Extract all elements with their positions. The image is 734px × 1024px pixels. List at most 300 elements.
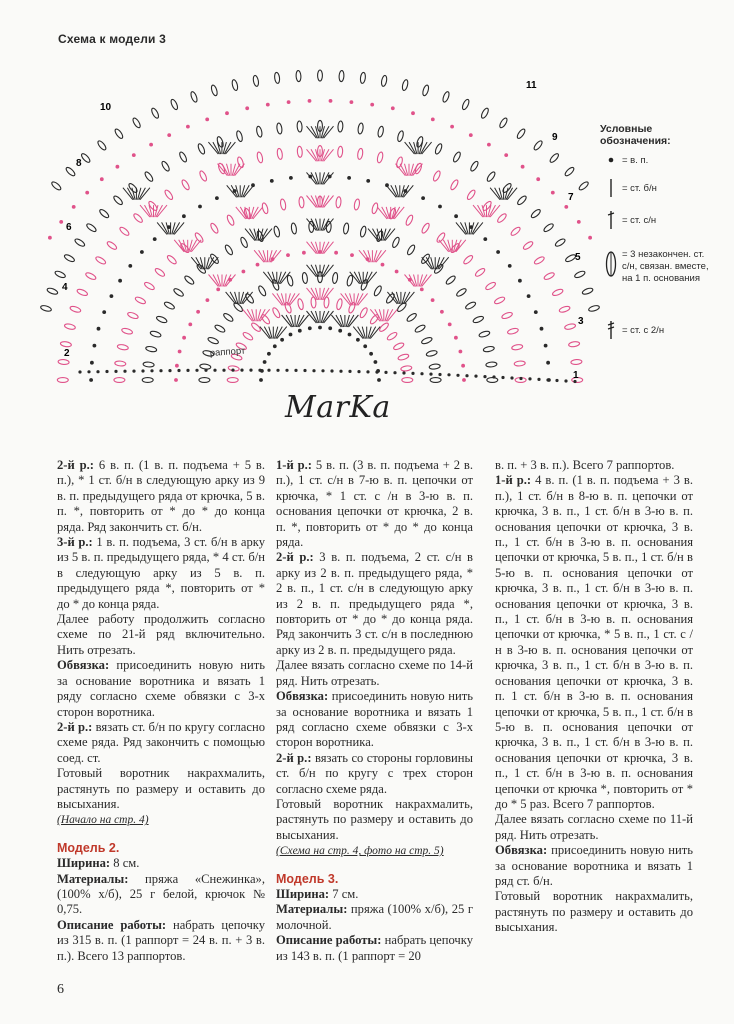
chain-stitch-mark <box>59 220 63 224</box>
cluster-stitch-mark <box>406 244 416 256</box>
row-label: 2-й р.: <box>57 458 95 472</box>
chain-stitch-mark <box>287 100 291 104</box>
cluster-stitch-mark <box>85 271 97 280</box>
text-column-3 <box>495 458 693 936</box>
chain-stitch-mark <box>450 125 454 129</box>
foundation-chain-mark <box>204 369 207 372</box>
cluster-stitch-mark <box>214 324 226 334</box>
chain-stitch-mark <box>431 298 435 302</box>
cluster-stitch-mark <box>336 197 342 208</box>
chain-stitch-mark <box>174 378 178 382</box>
cluster-stitch-mark <box>429 364 441 370</box>
cluster-stitch-mark <box>571 359 582 365</box>
cluster-stitch-mark <box>533 140 544 152</box>
chain-stitch-mark <box>266 103 270 107</box>
cluster-stitch-mark <box>257 285 267 297</box>
cluster-stitch-mark <box>543 271 555 280</box>
cluster-stitch-mark <box>237 156 245 168</box>
chain-stitch-mark <box>206 298 210 302</box>
cluster-stitch-mark <box>227 378 238 383</box>
chain-stitch-mark <box>89 378 93 382</box>
chain-stitch-mark <box>188 323 192 327</box>
paragraph-text: Готовый воротник накрахмалить, растянуть по размеру и оставить до высыхания. <box>276 796 473 842</box>
cluster-stitch-mark <box>452 151 461 163</box>
cluster-stitch-mark <box>549 152 560 163</box>
chain-stitch-mark <box>411 111 415 115</box>
cluster-stitch-mark <box>373 285 383 297</box>
chain-stitch-mark <box>564 205 568 209</box>
row-number: 4 <box>62 282 68 293</box>
chain-stitch-mark <box>140 250 144 254</box>
cluster-stitch-mark <box>142 378 153 383</box>
cluster-stitch-mark <box>466 189 476 201</box>
cluster-stitch-mark <box>51 181 63 192</box>
legend-item-treble <box>600 319 710 341</box>
cluster-stitch-mark <box>469 160 479 172</box>
cluster-stitch-mark <box>197 143 206 155</box>
row-number: 8 <box>76 158 82 169</box>
chain-stitch-mark <box>431 118 435 122</box>
cluster-stitch-mark <box>574 270 586 279</box>
cluster-stitch-mark <box>516 128 526 140</box>
foundation-chain-mark <box>492 375 495 378</box>
foundation-chain-mark <box>87 370 90 373</box>
chain-stitch-mark <box>289 333 293 337</box>
foundation-chain-mark <box>159 369 162 372</box>
foundation-chain-mark <box>150 369 153 372</box>
cluster-stitch-mark <box>74 238 86 248</box>
cluster-stitch-mark <box>359 226 366 238</box>
cluster-stitch-mark <box>478 330 490 338</box>
cluster-stitch-mark <box>121 327 133 335</box>
chain-stitch-mark <box>356 338 360 342</box>
cluster-stitch-mark <box>568 341 580 347</box>
cluster-stitch-mark <box>271 307 281 319</box>
cluster-stitch-mark <box>236 130 244 142</box>
cluster-stitch-mark <box>516 195 527 206</box>
foundation-chain-mark <box>222 369 225 372</box>
cluster-stitch-mark <box>240 236 249 248</box>
chain-stitch-mark <box>273 344 277 348</box>
chain-stitch-mark <box>328 326 332 330</box>
cluster-stitch-mark <box>117 344 129 351</box>
cluster-stitch-mark <box>564 323 576 330</box>
cluster-stitch-mark <box>354 199 361 211</box>
foundation-chain-mark <box>357 370 360 373</box>
cluster-stitch-mark <box>421 336 433 345</box>
field-value: набрать цепочку из 143 в. п. (1 раппорт = 20 <box>276 933 474 963</box>
row-number: 5 <box>575 252 581 263</box>
chain-stitch-mark <box>420 288 424 292</box>
chain-stitch-mark <box>128 264 132 268</box>
foundation-chain-mark <box>186 369 189 372</box>
foundation-chain-mark <box>294 369 297 372</box>
paragraph-text: Далее вязать согласно схеме по 11-й ряд. Нить отрезать. <box>495 812 693 842</box>
chain-stitch-mark <box>329 99 333 103</box>
legend-text: = ст. с 2/н <box>622 325 665 336</box>
cluster-stitch-mark <box>253 75 260 87</box>
chain-stitch-mark <box>167 133 171 137</box>
chain-stitch-mark <box>242 270 246 274</box>
chain-stitch-mark <box>540 327 544 331</box>
chain-stitch-mark <box>97 327 101 331</box>
cluster-stitch-mark <box>163 301 175 311</box>
field-value: пряжа «Снежинка», (100% х/б), 25 г белой, крючок № 0,75. <box>57 871 265 917</box>
foundation-chain-mark <box>123 370 126 373</box>
cluster-stitch-mark <box>486 171 496 183</box>
legend-item-cluster <box>600 249 710 285</box>
cluster-stitch-mark <box>463 254 474 265</box>
cluster-stitch-mark <box>357 148 363 160</box>
foundation-chain-mark <box>528 377 531 380</box>
row-number: 9 <box>552 132 558 143</box>
row-label: 1-й р.: <box>495 473 532 488</box>
chain-stitch-mark <box>338 329 342 333</box>
foundation-chain-mark <box>141 369 144 372</box>
cluster-stitch-mark <box>222 312 234 323</box>
row-number: 1 <box>573 370 579 381</box>
row-label: 2-й р.: <box>276 550 314 565</box>
text-column-2 <box>276 458 473 964</box>
paragraph-text: 4 в. п. (1 в. п. подъема + 3 в. п.), 1 ст. б/н в 8-ю в. п. цепочки от крючка, 3 в. п., 1 ст. б/н в 3-ю в. п. основания цепочки от крючка, 3 в. п., 1 ст. б/н в 3-ю в. п. основания цепочки от крючка, 5 в. п., 1 ст. б/н в 5-ю в. п. основания цепочки от крючка, 3 в. п., 1 ст. б/н в 3-ю в. п. основания цепочки от крючка, 3 в. п., 1 ст. б/н в 3-ю в. п. основания цепочки от крючка, * 5 в. п., 1 ст. с /н в 3-ю в. п. основания цепочки от крючка, 3 в. п., 1 ст. б/н в 3-ю в. п. основания цепочки от крючка, 3 в. п. 1 ст. б/н в 3-ю в. п. основания цепочки от крючка, 5 в. п., 1 ст. б/н в 5-ю в. п. основания цепочки от крючка, 3 в. п., 1 ст. б/н в 3-ю в. п. основания цепочки от крючка, 3 в. п., 1 ст. б/н в 3-ю в. п. основания цепочки от крючка *, повторить от * до * 5 раз. Всего 7 раппортов. <box>495 473 693 811</box>
foundation-chain-mark <box>330 369 333 372</box>
paragraph-text: присоединить новую нить за основание воротника и вязать 1 ряд согласно схеме обвязки с 3-х сторон воротника. <box>276 689 473 750</box>
model-heading: Модель 3. <box>276 871 339 886</box>
cluster-stitch-mark <box>487 378 498 383</box>
chain-stitch-mark <box>350 253 354 257</box>
cluster-stitch-mark <box>199 170 208 182</box>
foundation-chain-mark <box>231 369 234 372</box>
cluster-stitch-icon <box>600 249 622 279</box>
chain-stitch-mark <box>377 378 381 382</box>
cluster-stitch-mark <box>498 117 508 129</box>
chain-stitch-mark <box>48 236 52 240</box>
chain-stitch-mark <box>110 294 114 298</box>
cluster-stitch-mark <box>181 179 191 191</box>
paragraph-text: 1 в. п. подъема, 3 ст. б/н в арку из 5 в. п. предыдущего ряда, * 4 ст. б/н в следующую арку из 5 в. п. предыдущего ряда *, повторить от * до * до конца ряда. <box>57 535 265 611</box>
cluster-stitch-mark <box>543 222 555 232</box>
chain-stitch-mark <box>395 270 399 274</box>
cluster-stitch-mark <box>276 123 282 135</box>
cluster-stitch-mark <box>336 298 343 310</box>
chain-stitch-mark <box>196 310 200 314</box>
foundation-chain-mark <box>510 376 513 379</box>
cluster-stitch-mark <box>113 195 124 206</box>
foundation-chain-mark <box>555 379 558 382</box>
foundation-chain-mark <box>132 370 135 373</box>
cluster-stitch-mark <box>552 288 564 297</box>
foundation-chain-mark <box>339 370 342 373</box>
cluster-stitch-mark <box>480 107 490 119</box>
cluster-stitch-mark <box>150 107 160 119</box>
cluster-stitch-mark <box>371 202 379 214</box>
cluster-stitch-mark <box>564 166 575 177</box>
cluster-stitch-mark <box>501 311 513 319</box>
foundation-chain-mark <box>375 371 378 374</box>
chain-stitch-mark <box>175 364 179 368</box>
cluster-stitch-mark <box>127 311 139 319</box>
cluster-stitch-mark <box>164 189 174 201</box>
cluster-stitch-mark <box>133 213 144 224</box>
chain-stitch-mark <box>347 176 351 180</box>
foundation-chain-mark <box>114 370 117 373</box>
cluster-stitch-mark <box>445 275 456 286</box>
text-column-1 <box>57 458 265 964</box>
chain-stitch-mark <box>391 106 395 110</box>
chain-stitch-mark <box>286 253 290 257</box>
chain-stitch-mark <box>318 326 322 330</box>
chain-stitch-mark <box>215 196 219 200</box>
cluster-stitch-mark <box>119 226 130 237</box>
chain-stitch-mark <box>487 143 491 147</box>
chain-stitch-mark <box>270 179 274 183</box>
cluster-stitch-mark <box>69 305 81 313</box>
cluster-stitch-mark <box>145 346 157 353</box>
cluster-stitch-mark <box>161 160 171 172</box>
chain-stitch-mark <box>132 153 136 157</box>
row-number: 10 <box>100 102 112 113</box>
chain-stitch-mark <box>298 329 302 333</box>
cluster-stitch-mark <box>421 222 431 234</box>
cluster-stitch-mark <box>216 136 224 148</box>
cluster-stitch-mark <box>166 254 177 265</box>
treble-crochet-icon <box>600 319 622 341</box>
cluster-stitch-mark <box>143 281 155 291</box>
cluster-stitch-mark <box>486 362 497 368</box>
cluster-stitch-mark <box>286 275 293 287</box>
cluster-stitch-mark <box>106 240 118 250</box>
cluster-stitch-mark <box>376 151 383 163</box>
cluster-stitch-mark <box>178 151 187 163</box>
model-heading: Модель 2. <box>57 840 120 855</box>
chain-stitch-mark <box>369 352 373 356</box>
chain-stitch-mark <box>289 176 293 180</box>
cluster-stitch-mark <box>533 255 545 265</box>
legend-item-chain <box>600 155 710 167</box>
paragraph-text: Готовый воротник накрахмалить, растянуть по размеру и оставить до высыхания. <box>495 889 693 935</box>
cluster-stitch-mark <box>514 361 525 367</box>
foundation-chain-mark <box>348 370 351 373</box>
chain-stitch-mark <box>259 378 263 382</box>
foundation-chain-mark <box>267 369 270 372</box>
chain-stitch-mark <box>245 106 249 110</box>
rapport-label: раппорт <box>209 345 246 359</box>
cluster-stitch-mark <box>143 362 154 368</box>
row-label: 2-й р.: <box>276 750 312 765</box>
foundation-chain-mark <box>177 369 180 372</box>
cluster-stitch-mark <box>280 199 287 211</box>
chain-stitch-mark <box>153 237 157 241</box>
chain-stitch-mark <box>577 220 581 224</box>
cluster-stitch-mark <box>76 288 88 297</box>
foundation-chain-mark <box>546 378 549 381</box>
cluster-stitch-mark <box>256 126 263 138</box>
foundation-chain-mark <box>240 369 243 372</box>
foundation-chain-mark <box>456 374 459 377</box>
row-number: 3 <box>578 316 584 327</box>
chain-stitch-mark <box>440 310 444 314</box>
chain-stitch-mark <box>205 118 209 122</box>
cluster-stitch-mark <box>297 121 303 132</box>
field-value: пряжа (100% х/б), 25 г молочной. <box>276 902 473 932</box>
foundation-chain-mark <box>384 371 387 374</box>
legend <box>600 123 710 336</box>
chain-stitch-mark <box>544 344 548 348</box>
chain-stitch-mark <box>438 205 442 209</box>
cluster-stitch-mark <box>511 344 523 351</box>
cluster-stitch-mark <box>184 275 195 286</box>
chain-stitch-mark <box>93 344 97 348</box>
field-label: Описание работы: <box>276 933 382 948</box>
single-crochet-icon <box>600 177 622 199</box>
cluster-stitch-mark <box>95 255 107 265</box>
chain-stitch-mark <box>149 143 153 147</box>
chain-stitch-mark <box>421 196 425 200</box>
cluster-stitch-mark <box>494 296 506 305</box>
cluster-stitch-mark <box>273 226 280 238</box>
chain-stitch-mark <box>534 310 538 314</box>
cluster-stitch-mark <box>64 323 76 330</box>
paragraph-text: вязать со стороны горловины ст. б/н по кругу с трех сторон согласно схеме ряда. <box>276 750 473 796</box>
cluster-stitch-mark <box>296 70 301 81</box>
chain-stitch-mark <box>302 251 306 255</box>
cluster-stitch-mark <box>442 91 451 103</box>
paragraph-text: 3 в. п. подъема, 2 ст. с/н в арку из 2 в. п. предыдущего ряда, * 2 в. п., 1 ст. с/н в следующую арку из 2 в. п. предыдущего ряда *, повторить от * до * до конца ряда. Ряд закончить 3 ст. с/н в последнюю арку из 2 в. п. предыдущего ряда. <box>276 550 473 657</box>
cluster-stitch-mark <box>588 305 600 313</box>
row-label: 3-й р.: <box>57 535 93 550</box>
foundation-chain-mark <box>195 369 198 372</box>
cluster-stitch-mark <box>63 253 75 262</box>
cluster-stitch-mark <box>338 121 344 132</box>
chain-stitch-mark <box>308 99 312 103</box>
foundation-chain-mark <box>420 372 423 375</box>
paragraph-text: присоединить новую нить за основание воротника и вязать 1 ряду согласно схеме обвязки с 3-х сторон воротника. <box>57 658 265 719</box>
cluster-stitch-mark <box>209 222 219 234</box>
cluster-stitch-mark <box>65 166 76 177</box>
cluster-stitch-mark <box>150 330 162 338</box>
cluster-stitch-mark <box>190 91 199 103</box>
chain-stitch-mark <box>454 214 458 218</box>
foundation-chain-mark <box>321 369 324 372</box>
legend-text: = ст. с/н <box>622 215 657 226</box>
cluster-stitch-mark <box>277 148 283 160</box>
cluster-stitch-mark <box>449 179 459 191</box>
cluster-stitch-mark <box>496 213 507 224</box>
cluster-stitch-mark <box>54 270 66 279</box>
foundation-chain-mark <box>519 377 522 380</box>
cluster-stitch-mark <box>134 296 146 305</box>
cluster-stitch-mark <box>332 272 338 284</box>
cluster-stitch-mark <box>40 305 52 313</box>
field-value: набрать цепочку из 315 в. п. (1 раппорт = 24 в. п. + 3 в. п.). Всего 13 раппортов. <box>57 917 266 963</box>
chain-stitch-mark <box>216 288 220 292</box>
foundation-chain-mark <box>564 379 567 382</box>
cluster-stitch-mark <box>414 324 426 334</box>
watermark: MarKa <box>285 390 391 425</box>
cluster-stitch-mark <box>80 152 91 163</box>
paragraph-text: вязать ст. б/н по кругу согласно схеме ряда. Ряд закончить с помощью соед. ст. <box>57 719 265 765</box>
foundation-chain-mark <box>393 371 396 374</box>
cluster-stitch-mark <box>46 287 58 295</box>
cluster-stitch-mark <box>405 214 414 226</box>
scheme-title: Схема к модели 3 <box>58 32 167 46</box>
legend-text: = 3 незакончен. ст. с/н, связан. вместе, на 1 п. основания <box>622 249 709 284</box>
cluster-stitch-mark <box>224 244 234 256</box>
cluster-stitch-mark <box>299 197 305 208</box>
cluster-stitch-mark <box>357 123 363 135</box>
legend-item-double-crochet <box>600 209 710 231</box>
cluster-stitch-mark <box>114 128 124 140</box>
chain-stitch-mark <box>334 251 338 255</box>
cluster-stitch-mark <box>530 208 541 219</box>
paragraph-text: в. п. + 3 в. п.). Всего 7 раппортов. <box>495 458 675 472</box>
field-label: Описание работы: <box>57 917 167 932</box>
cluster-stitch-mark <box>456 287 468 297</box>
foundation-chain-mark <box>285 369 288 372</box>
cluster-stitch-mark <box>343 223 349 235</box>
foundation-chain-mark <box>447 373 450 376</box>
chain-stitch-mark <box>483 237 487 241</box>
cluster-stitch-mark <box>97 140 108 152</box>
chain-stitch-mark <box>182 336 186 340</box>
page-reference: (Схема на стр. 4, фото на стр. 5) <box>276 845 444 858</box>
cluster-stitch-mark <box>582 287 594 295</box>
cluster-stitch-mark <box>485 281 497 291</box>
cluster-stitch-mark <box>302 272 308 284</box>
cluster-stitch-mark <box>391 236 400 248</box>
row-label: Обвязка: <box>57 658 110 673</box>
cluster-stitch-mark <box>274 72 280 84</box>
dot-chain-stitch-icon <box>600 155 622 165</box>
paragraph-text: Далее работу продолжить согласно схеме по 21-й ряд включительно. Нить отрезать. <box>57 612 265 657</box>
cluster-stitch-mark <box>578 181 590 192</box>
cluster-stitch-mark <box>401 365 413 371</box>
chain-stitch-mark <box>102 310 106 314</box>
chain-stitch-mark <box>496 250 500 254</box>
cluster-stitch-mark <box>432 170 441 182</box>
foundation-chain-mark <box>501 376 504 379</box>
chain-stitch-mark <box>118 279 122 283</box>
cluster-stitch-mark <box>199 378 210 383</box>
cluster-stitch-mark <box>554 238 566 248</box>
chain-stitch-mark <box>267 352 271 356</box>
chain-stitch-mark <box>280 338 284 342</box>
chain-stitch-mark <box>462 378 466 382</box>
cluster-stitch-mark <box>359 307 369 319</box>
foundation-chain-mark <box>249 369 252 372</box>
chain-stitch-mark <box>374 360 378 364</box>
chain-stitch-mark <box>508 264 512 268</box>
cluster-stitch-mark <box>386 331 398 341</box>
cluster-stitch-mark <box>154 267 166 277</box>
chain-stitch-mark <box>366 179 370 183</box>
foundation-chain-mark <box>276 369 279 372</box>
cluster-stitch-mark <box>144 171 154 183</box>
legend-title: Условные обозначения: <box>600 123 671 147</box>
foundation-chain-mark <box>465 374 468 377</box>
chain-stitch-mark <box>504 153 508 157</box>
chain-stitch-mark <box>263 360 267 364</box>
page-reference: (Начало на стр. 4) <box>57 814 149 827</box>
cluster-stitch-mark <box>461 99 470 111</box>
chain-stitch-mark <box>469 133 473 137</box>
cluster-stitch-mark <box>86 222 98 232</box>
legend-item-single-crochet <box>600 177 710 199</box>
cluster-stitch-mark <box>397 130 405 142</box>
chain-stitch-mark <box>350 100 354 104</box>
cluster-stitch-mark <box>377 126 384 138</box>
paragraph-text: присоединить новую нить за основание воротника и вязать 1 ряд ст. б/н. <box>495 843 693 888</box>
